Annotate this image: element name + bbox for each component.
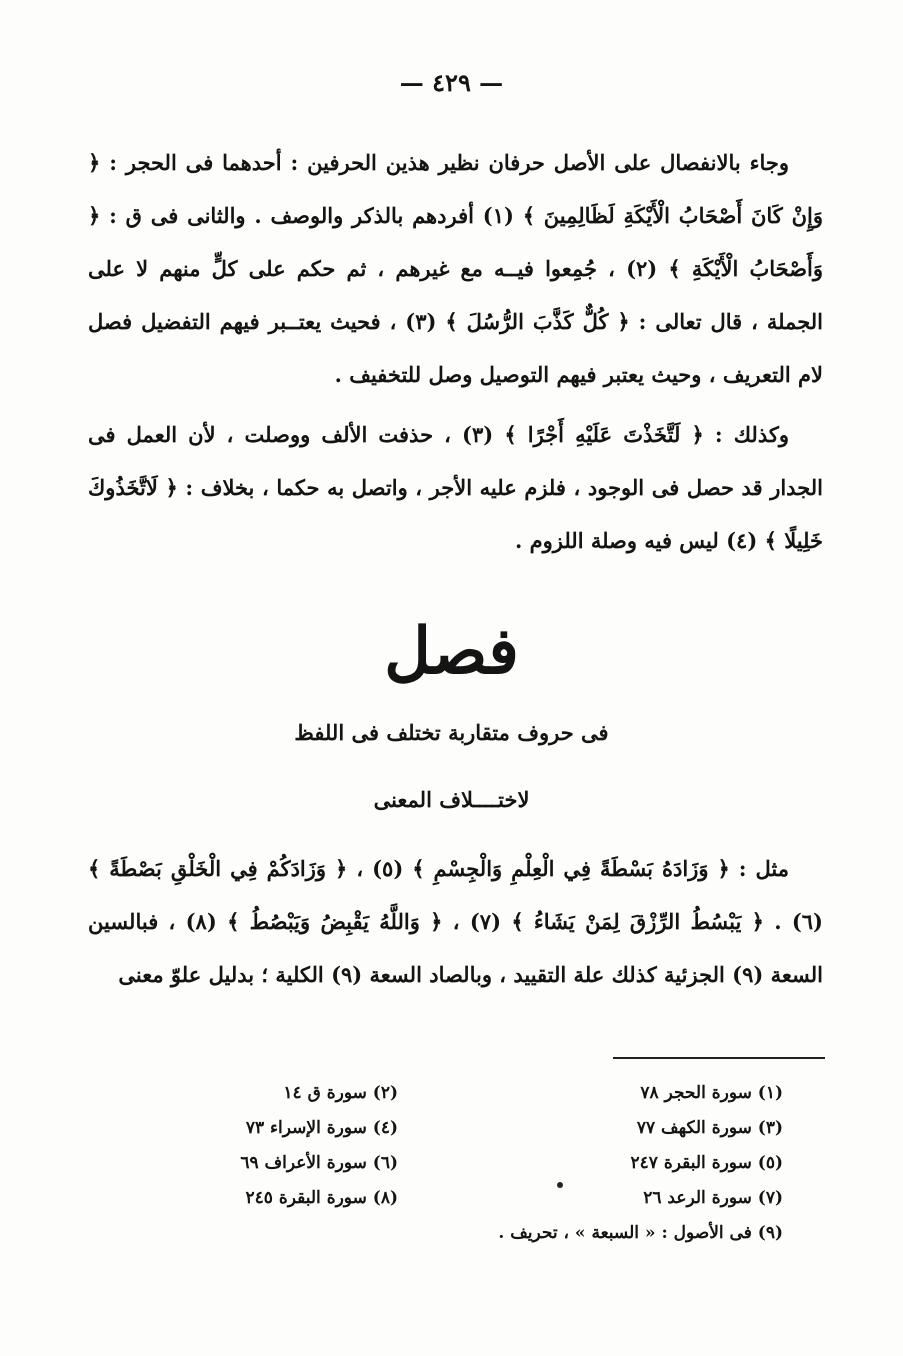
paragraph-2-text: وكذلك : ﴿ لَتَّخَذْتَ عَلَيْهِ أَجْرًا ﴾ (٣) ، حذفت الألف ووصلت ، لأن العمل فى الجدار قد حصل فى الوجود ، فلزم عليه الأجر ، واتصل به حكما ، بخلاف : ﴿ لَاتَّخَذُوكَ خَلِيلًا ﴾ (٤) ليس فيه وصلة اللزوم . — [88, 422, 823, 553]
footnote-1: (١) سورة الحجر ٧٨ — [640, 1083, 783, 1103]
footnote-6: (٦) سورة الأعراف ٦٩ — [240, 1153, 398, 1173]
footnote-4: (٤) سورة الإسراء ٧٣ — [245, 1118, 398, 1138]
paragraph-1-text: وجاء بالانفصال على الأصل حرفان نظير هذين الحرفين : أحدهما فى الحجر : ﴿ وَإِنْ كَانَ أَصْحَابُ الْأَيْكَةِ لَظَالِمِينَ ﴾ (١) أفردهم بالذكر والوصف . والثانى فى ق : ﴿ وَأَصْحَابُ الْأَيْكَةِ ﴾ (٢) ، جُمِعوا فيــه مع غيرهم ، ثم حكم على كلٍّ منهم لا على الجملة ، قال تعالى : ﴿ كُلٌّ كَذَّبَ الرُّسُلَ ﴾ (٣) ، فحيث يعتــبر فيهم التفضيل فصل لام التعريف ، وحيث يعتبر فيهم التوصيل وصل للتخفيف . — [88, 150, 823, 387]
footnote-8: (٨) سورة البقرة ٢٤٥ — [245, 1188, 398, 1208]
section-subheading-2: لاختــــلاف المعنى — [373, 787, 530, 812]
section-heading: فصل — [384, 614, 519, 689]
ink-spot — [557, 1182, 563, 1188]
footnote-2: (٢) سورة ق ١٤ — [283, 1083, 398, 1103]
footnote-5: (٥) سورة البقرة ٢٤٧ — [630, 1153, 783, 1173]
paragraph-2 — [88, 408, 823, 567]
footnote-7: (٧) سورة الرعد ٢٦ — [643, 1188, 783, 1208]
section-subheading-1: فى حروف متقاربة تختلف فى اللفظ — [294, 720, 609, 745]
footnote-9: (٩) فى الأصول : « السبعة » ، تحريف . — [498, 1223, 783, 1243]
paragraph-3-text: مثل : ﴿ وَزَادَهُ بَسْطَةً فِي الْعِلْمِ وَالْجِسْمِ ﴾ (٥) ، ﴿ وَزَادَكُمْ فِي الْخَلْقِ بَصْطَةً ﴾ (٦) . ﴿ يَبْسُطُ الرِّزْقَ لِمَنْ يَشَاءُ ﴾ (٧) ، ﴿ وَاللَّهُ يَقْبِضُ وَيَبْصُطُ ﴾ (٨) ، فبالسين السعة (٩) الجزئية كذلك علة التقييد ، وبالصاد السعة (٩) الكلية ؛ بدليل علوّ معنى — [88, 856, 823, 987]
paragraph-1 — [88, 136, 823, 401]
footnote-3: (٣) سورة الكهف ٧٧ — [636, 1118, 783, 1138]
paragraph-3 — [88, 842, 823, 1001]
footnote-divider — [613, 1057, 825, 1059]
page-number: — ٤٢٩ — — [399, 68, 504, 97]
